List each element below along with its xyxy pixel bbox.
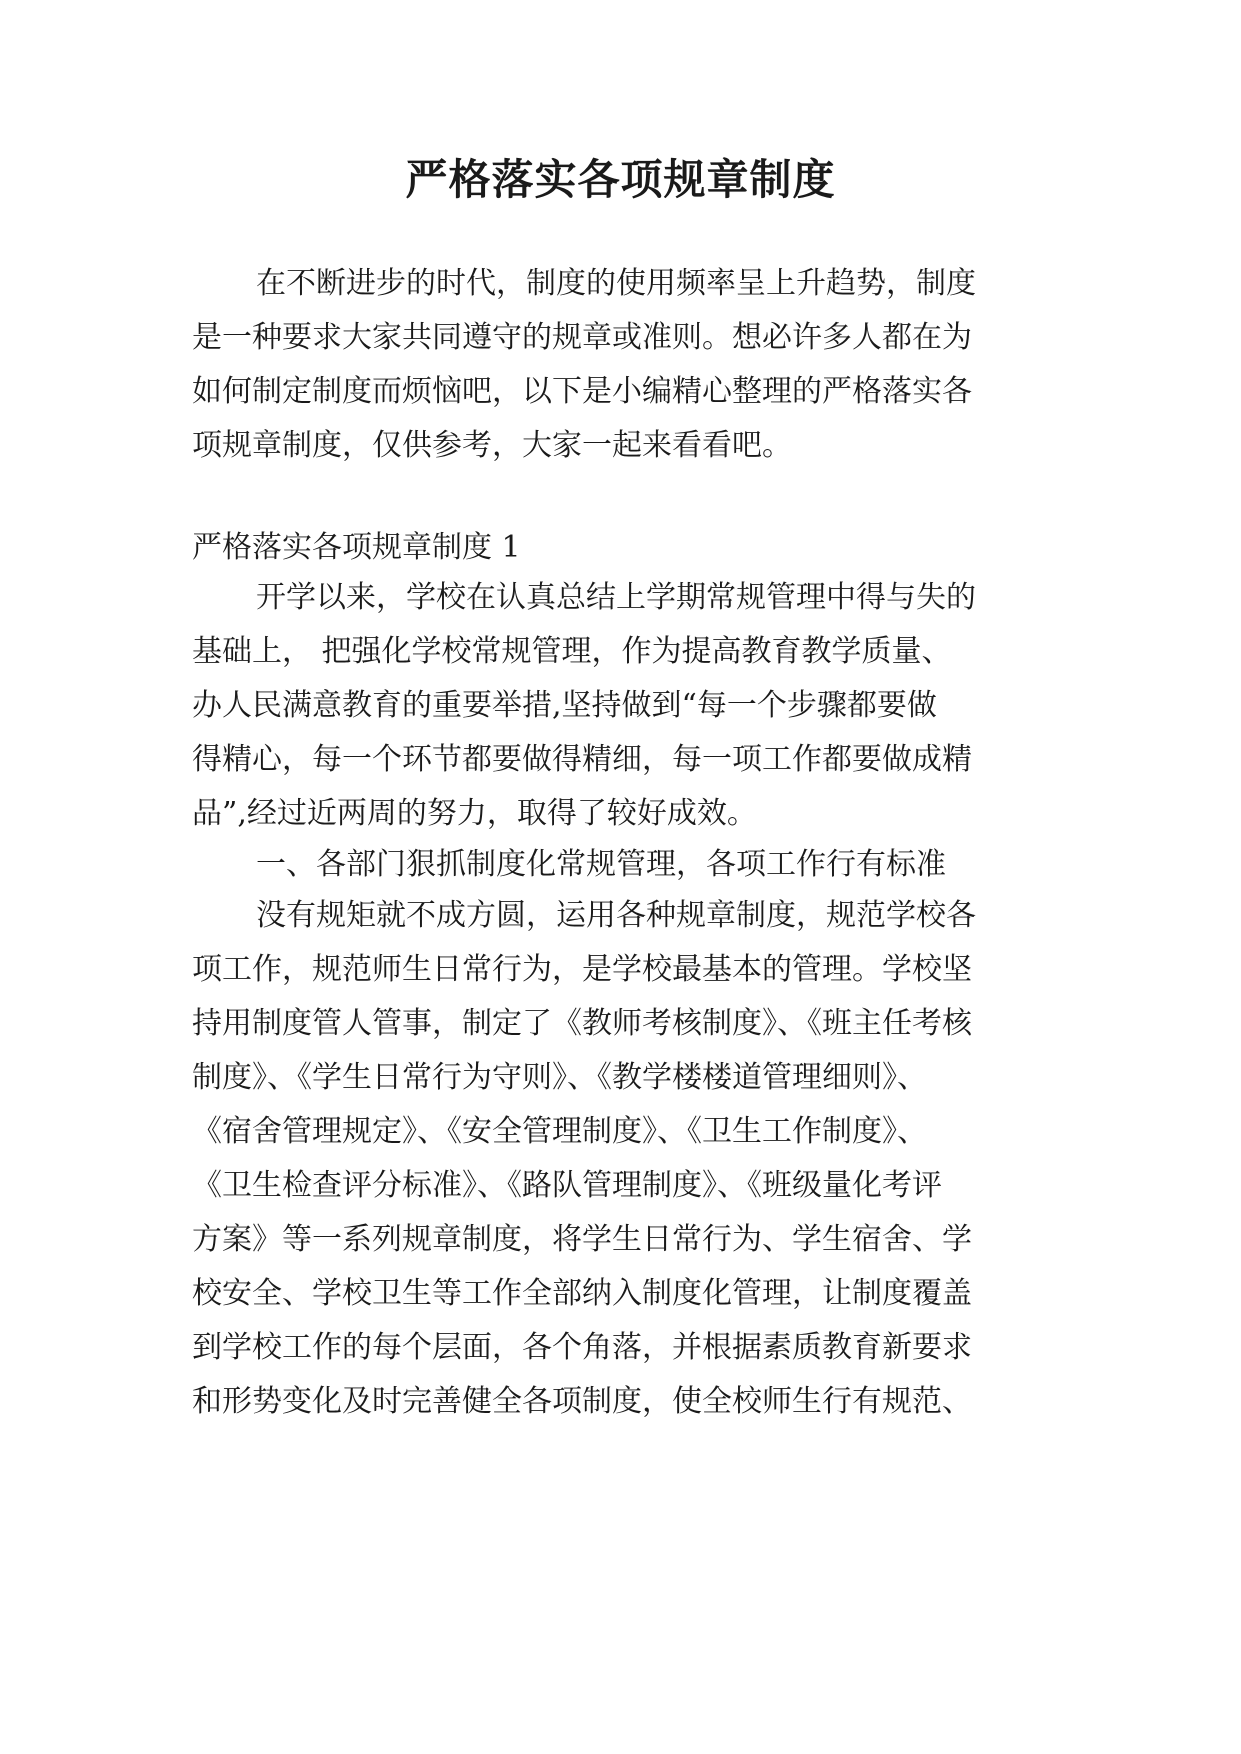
paragraph-line: 制度》、《学生日常行为守则》、《教学楼楼道管理细则》、 [192, 1060, 927, 1095]
paragraph-line: 项工作，规范师生日常行为，是学校最基本的管理。学校坚 [192, 952, 972, 987]
intro-line: 如何制定制度而烦恼吧，以下是小编精心整理的严格落实各 [192, 374, 972, 409]
paragraph-line: 持用制度管人管事，制定了《教师考核制度》、《班主任考核 [192, 1006, 972, 1041]
section-heading: 严格落实各项规章制度 1 [192, 530, 521, 565]
intro-line: 是一种要求大家共同遵守的规章或准则。想必许多人都在为 [192, 320, 972, 355]
paragraph-line: 《宿舍管理规定》、《安全管理制度》、《卫生工作制度》、 [192, 1114, 927, 1149]
document-title: 严格落实各项规章制度 [405, 155, 836, 204]
paragraph-line: 校安全、学校卫生等工作全部纳入制度化管理，让制度覆盖 [192, 1276, 972, 1311]
subheading: 一、各部门狠抓制度化常规管理，各项工作行有标准 [256, 847, 946, 882]
paragraph-line: 和形势变化及时完善健全各项制度，使全校师生行有规范、 [192, 1384, 972, 1419]
paragraph-line: 品”,经过近两周的努力，取得了较好成效。 [192, 796, 757, 831]
intro-line: 项规章制度，仅供参考，大家一起来看看吧。 [192, 428, 792, 463]
paragraph-line: 开学以来，学校在认真总结上学期常规管理中得与失的 [256, 580, 976, 615]
paragraph-line: 《卫生检查评分标准》、《路队管理制度》、《班级量化考评 [192, 1168, 942, 1203]
paragraph-line: 没有规矩就不成方圆，运用各种规章制度，规范学校各 [256, 898, 976, 933]
paragraph-line: 方案》等一系列规章制度，将学生日常行为、学生宿舍、学 [192, 1222, 972, 1257]
paragraph-line: 办人民满意教育的重要举措,坚持做到“每一个步骤都要做 [192, 688, 937, 723]
intro-line: 在不断进步的时代，制度的使用频率呈上升趋势，制度 [256, 266, 976, 301]
paragraph-line: 基础上， 把强化学校常规管理，作为提高教育教学质量、 [192, 634, 952, 669]
paragraph-line: 得精心，每一个环节都要做得精细，每一项工作都要做成精 [192, 742, 972, 777]
paragraph-line: 到学校工作的每个层面，各个角落，并根据素质教育新要求 [192, 1330, 972, 1365]
